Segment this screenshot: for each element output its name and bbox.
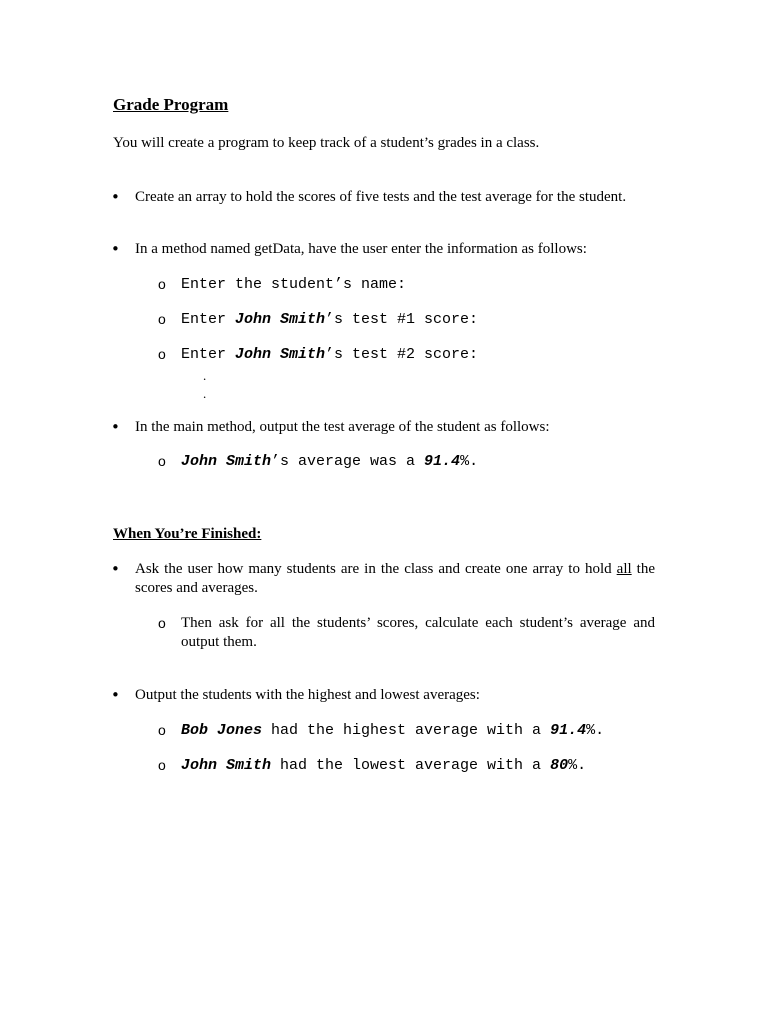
prompt-test1-line — [181, 310, 478, 329]
bullet-marker: • — [111, 686, 120, 704]
bullet-create-array: Create an array to hold the scores of five tests and the test average for the student. — [135, 189, 627, 205]
average-value: 91.4 — [424, 453, 461, 470]
sub-bullet-marker: o — [158, 453, 166, 469]
output-suffix: %. — [568, 757, 587, 774]
bullet-text: Ask the user how many students are in the class and create one array to hold — [135, 561, 617, 577]
student-name: Bob Jones — [181, 722, 263, 739]
bullet-marker: • — [111, 240, 120, 258]
sub-bullet-marker: o — [158, 615, 166, 631]
bullet-text: the scores and averages. — [135, 561, 655, 596]
output-suffix: %. — [460, 453, 479, 470]
bullet-ask-students — [135, 560, 655, 598]
student-name: John Smith — [235, 346, 326, 363]
output-highest-line — [181, 721, 604, 740]
emphasis-all: all — [616, 561, 632, 577]
intro-paragraph: You will create a program to keep track of a student’s grades in a class. — [113, 135, 540, 151]
output-text: had the highest average with a — [262, 722, 551, 739]
output-suffix: %. — [586, 722, 605, 739]
sub-bullet-marker: o — [158, 346, 166, 362]
sub-bullet-marker: o — [158, 311, 166, 327]
prompt-test2-line — [181, 345, 478, 364]
sub-bullet-marker: o — [158, 276, 166, 292]
output-text: ’s average was a — [271, 453, 425, 470]
output-lowest-line — [181, 756, 586, 775]
average-value: 80 — [550, 757, 569, 774]
bullet-marker: • — [111, 418, 120, 436]
student-name: John Smith — [235, 311, 326, 328]
bullet-main-method: In the main method, output the test average of the student as follows: — [135, 419, 550, 435]
student-name: John Smith — [181, 757, 272, 774]
bullet-marker: • — [111, 560, 120, 578]
bullet-highest-lowest: Output the students with the highest and lowest averages: — [135, 687, 480, 703]
sub-bullet-marker: o — [158, 757, 166, 773]
page-title: Grade Program — [113, 95, 229, 114]
prompt-suffix: ’s test #2 score: — [325, 346, 479, 363]
bullet-getdata: In a method named getData, have the user enter the information as follows: — [135, 241, 587, 257]
ellipsis-dot: . — [203, 368, 207, 383]
average-value: 91.4 — [550, 722, 587, 739]
prompt-prefix: Enter — [181, 311, 236, 328]
output-average-line — [181, 452, 478, 471]
prompt-name-line: Enter the student’s name: — [181, 276, 407, 293]
student-name: John Smith — [181, 453, 272, 470]
bullet-marker: • — [111, 188, 120, 206]
output-text: had the lowest average with a — [271, 757, 551, 774]
sub-bullet-scores: Then ask for all the students’ scores, calculate each student’s average and output them. — [181, 615, 655, 650]
sub-bullet-marker: o — [158, 722, 166, 738]
prompt-prefix: Enter — [181, 346, 236, 363]
prompt-suffix: ’s test #1 score: — [325, 311, 479, 328]
ellipsis-dot: . — [203, 386, 207, 401]
section-heading-finished: When You’re Finished: — [113, 526, 262, 542]
